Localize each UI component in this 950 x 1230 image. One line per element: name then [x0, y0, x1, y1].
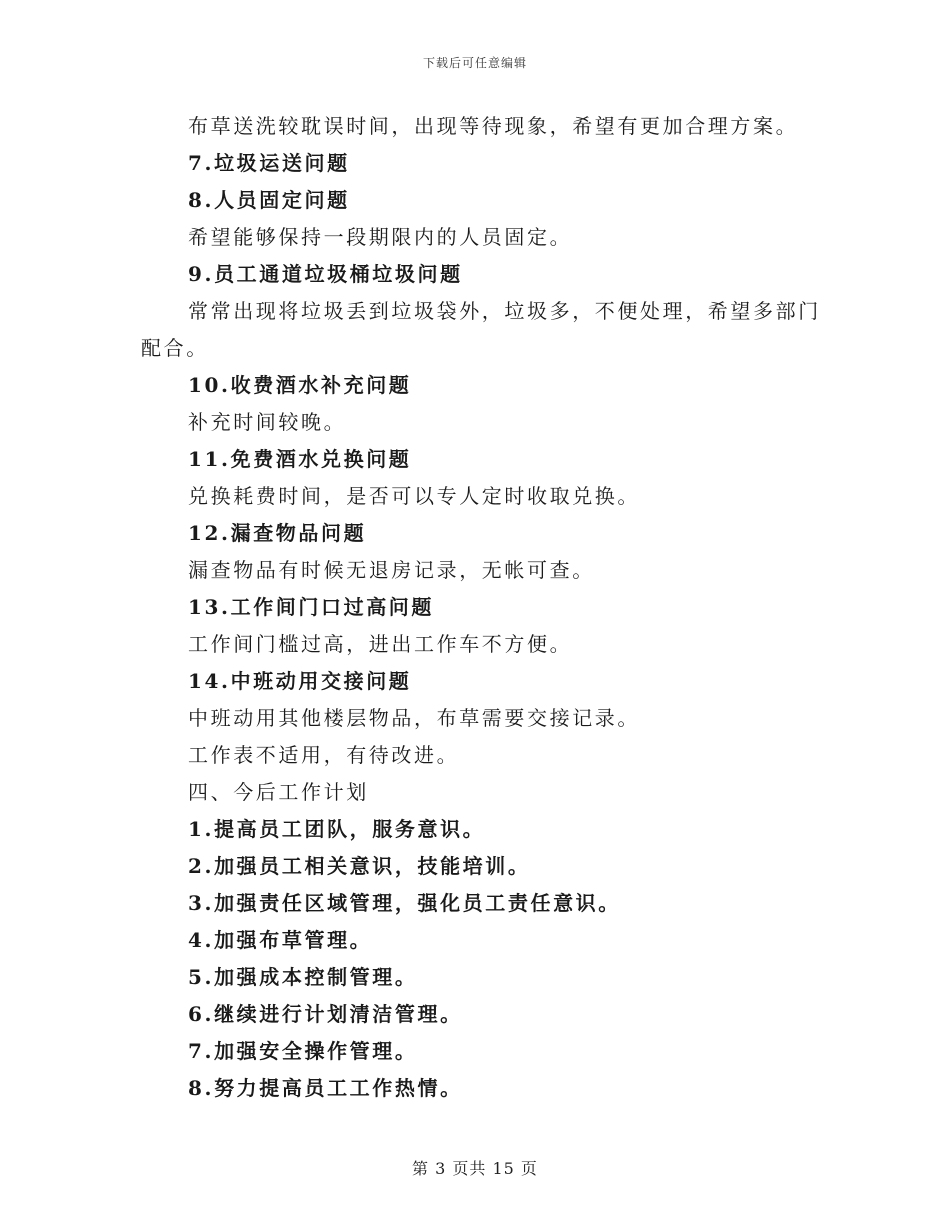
plan-item: 8.努力提高员工工作热情。 — [188, 1076, 463, 1100]
section-heading: 14.中班动用交接问题 — [188, 669, 412, 693]
paragraph-line: 希望能够保持一段期限内的人员固定。 — [188, 225, 573, 249]
plan-item: 3.加强责任区域管理，强化员工责任意识。 — [188, 891, 621, 915]
paragraph-line-continued: 配合。 — [141, 336, 209, 360]
paragraph-line: 布草送洗较耽误时间，出现等待现象，希望有更加合理方案。 — [188, 114, 799, 138]
plan-item: 1.提高员工团队，服务意识。 — [188, 817, 486, 841]
section-heading: 9.员工通道垃圾桶垃圾问题 — [188, 262, 463, 286]
paragraph-line: 工作表不适用，有待改进。 — [188, 743, 460, 767]
document-body — [0, 108, 950, 1107]
page-header: 下载后可任意编辑 — [422, 56, 527, 70]
paragraph-line: 漏查物品有时候无退房记录，无帐可查。 — [188, 558, 595, 582]
plan-item: 2.加强员工相关意识，技能培训。 — [188, 854, 531, 878]
section-heading: 8.人员固定问题 — [188, 188, 350, 212]
section-heading: 11.免费酒水兑换问题 — [188, 447, 412, 471]
plan-item: 4.加强布草管理。 — [188, 928, 373, 952]
section-heading: 13.工作间门口过高问题 — [188, 595, 434, 619]
paragraph-line: 补充时间较晚。 — [188, 410, 347, 434]
paragraph-line: 常常出现将垃圾丢到垃圾袋外，垃圾多，不便处理，希望多部门 — [188, 299, 821, 323]
paragraph-line: 中班动用其他楼层物品，布草需要交接记录。 — [188, 706, 640, 730]
page-footer: 第 3 页共 15 页 — [412, 1159, 538, 1178]
section-heading: 10.收费酒水补充问题 — [188, 373, 412, 397]
section-heading: 12.漏查物品问题 — [188, 521, 367, 545]
plan-item: 7.加强安全操作管理。 — [188, 1039, 418, 1063]
plan-item: 5.加强成本控制管理。 — [188, 965, 418, 989]
plan-item: 6.继续进行计划清洁管理。 — [188, 1002, 463, 1026]
chapter-heading: 四、今后工作计划 — [188, 780, 369, 804]
paragraph-line: 兑换耗费时间，是否可以专人定时收取兑换。 — [188, 484, 640, 508]
paragraph-line: 工作间门槛过高，进出工作车不方便。 — [188, 632, 573, 656]
section-heading: 7.垃圾运送问题 — [188, 151, 350, 175]
